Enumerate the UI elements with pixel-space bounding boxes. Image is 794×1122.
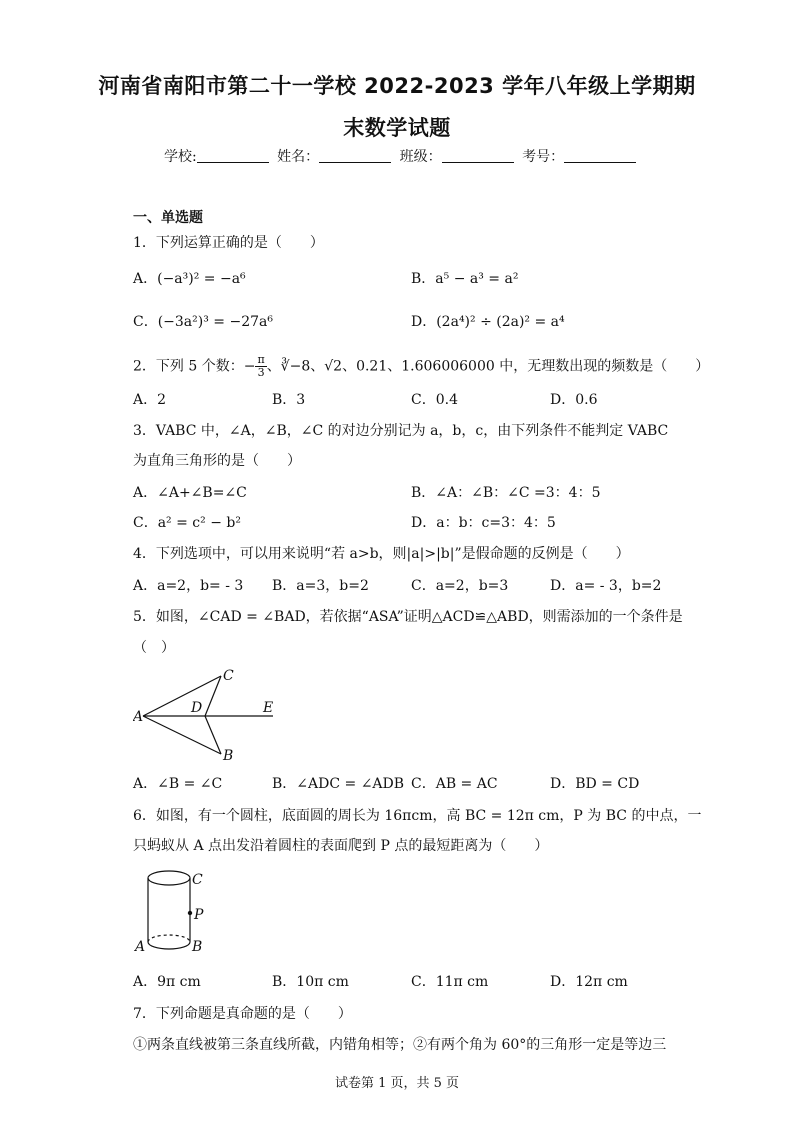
exam-number-blank[interactable] — [564, 148, 636, 163]
cylinder-bottom-front — [148, 942, 190, 949]
q2-fraction: $\frac{\pi}{3}$ — [257, 353, 265, 379]
segment-bd — [205, 716, 221, 754]
school-blank[interactable] — [197, 148, 269, 163]
question-5-line2: （ ） — [133, 640, 175, 656]
label-b: B — [223, 748, 234, 764]
point-p — [188, 911, 192, 915]
q6-option-a[interactable]: A．9π cm — [133, 974, 201, 990]
label-a: A — [135, 939, 146, 955]
class-blank[interactable] — [442, 148, 514, 163]
question-6-line2: 只蚂蚁从 A 点出发沿着圆柱的表面爬到 P 点的最短距离为（ ） — [133, 838, 549, 854]
page-footer: 试卷第 1 页，共 5 页 — [334, 1076, 460, 1091]
name-label: 姓名： — [277, 149, 320, 165]
q4-option-c[interactable]: C．a=2，b=3 — [411, 578, 509, 594]
section-title: 一、单选题 — [133, 210, 203, 226]
q2-option-a[interactable]: A．2 — [133, 392, 167, 408]
q1-option-c[interactable]: C．(−3a²)³ = −27a⁶ — [133, 314, 273, 330]
q5-option-d[interactable]: D．BD = CD — [550, 776, 640, 792]
exam-number-label: 考号： — [522, 149, 565, 165]
q2-option-c[interactable]: C．0.4 — [411, 392, 458, 408]
q3-option-d[interactable]: D．a：b：c=3：4：5 — [411, 515, 556, 531]
q4-option-b[interactable]: B．a=3，b=2 — [272, 578, 369, 594]
exam-title-line1: 河南省南阳市第二十一学校 2022-2023 学年八年级上学期期 — [98, 74, 696, 98]
cylinder-bottom-back — [148, 935, 190, 942]
student-info-row — [164, 146, 640, 166]
q2-prefix: 2．下列 5 个数： — [133, 358, 244, 375]
q2-option-d[interactable]: D．0.6 — [550, 392, 598, 408]
q1-option-b[interactable]: B．a⁵ − a³ = a² — [411, 271, 519, 287]
q6-option-d[interactable]: D．12π cm — [550, 974, 628, 990]
label-c: C — [192, 872, 203, 888]
cylinder-top — [148, 871, 190, 885]
q4-option-d[interactable]: D．a= - 3，b=2 — [550, 578, 662, 594]
q2-option-b[interactable]: B．3 — [272, 392, 306, 408]
q1-option-a[interactable]: A．(−a³)² = −a⁶ — [133, 271, 246, 287]
question-7-stem: 7．下列命题是真命题的是（ ） — [133, 1006, 352, 1022]
q5-option-a[interactable]: A．∠B = ∠C — [133, 776, 223, 792]
q6-cylinder-figure — [133, 864, 223, 958]
question-4-stem: 4．下列选项中，可以用来说明“若 a>b，则|a|>|b|”是假命题的反例是（ ） — [133, 546, 630, 562]
segment-cd — [205, 676, 221, 716]
school-label: 学校: — [164, 149, 197, 165]
segment-ab — [143, 716, 221, 754]
q2-rest: 、∛−8、√2、0.21、1.606006000 中，无理数出现的频数是（ ） — [266, 358, 710, 375]
q3-option-a[interactable]: A．∠A+∠B=∠C — [133, 485, 247, 501]
name-blank[interactable] — [319, 148, 391, 163]
q6-option-b[interactable]: B．10π cm — [272, 974, 349, 990]
question-3-line2: 为直角三角形的是（ ） — [133, 453, 301, 469]
question-3-line1: 3．VABC 中，∠A，∠B，∠C 的对边分别记为 a，b，c，由下列条件不能判定 VABC — [133, 423, 669, 439]
q5-option-c[interactable]: C．AB = AC — [411, 776, 498, 792]
label-d: D — [191, 700, 203, 716]
q6-option-c[interactable]: C．11π cm — [411, 974, 489, 990]
question-6-line1: 6．如图，有一个圆柱，底面圆的周长为 16πcm，高 BC = 12π cm，P 为 BC 的中点，一 — [133, 808, 702, 824]
label-c: C — [223, 668, 234, 684]
q5-figure — [133, 666, 293, 768]
label-b: B — [192, 939, 203, 955]
q5-option-b[interactable]: B．∠ADC = ∠ADB — [272, 776, 405, 792]
segment-ac — [143, 676, 221, 716]
label-a: A — [133, 709, 144, 725]
exam-title-line2: 末数学试题 — [343, 116, 451, 140]
question-5-line1: 5．如图，∠CAD = ∠BAD，若依据“ASA”证明△ACD≌△ABD，则需添加的一个条件是 — [133, 609, 683, 625]
q3-option-b[interactable]: B．∠A：∠B：∠C =3：4：5 — [411, 485, 601, 501]
q4-option-a[interactable]: A．a=2，b= - 3 — [133, 578, 244, 594]
question-7-line2: ①两条直线被第三条直线所截，内错角相等；②有两个角为 60°的三角形一定是等边三 — [133, 1037, 667, 1053]
label-e: E — [263, 700, 274, 716]
question-1-stem: 1．下列运算正确的是（ ） — [133, 235, 324, 251]
q1-option-d[interactable]: D．(2a⁴)² ÷ (2a)² = a⁴ — [411, 314, 565, 330]
label-p: P — [194, 907, 204, 923]
question-2-stem: 2．下列 5 个数：− $\frac{\pi}{3}$ 、∛−8、√2、0.21、1.606006000 中，无理数出现的频数是（ ） — [133, 353, 710, 379]
q3-option-c[interactable]: C．a² = c² − b² — [133, 515, 241, 531]
class-label: 班级： — [399, 149, 442, 165]
